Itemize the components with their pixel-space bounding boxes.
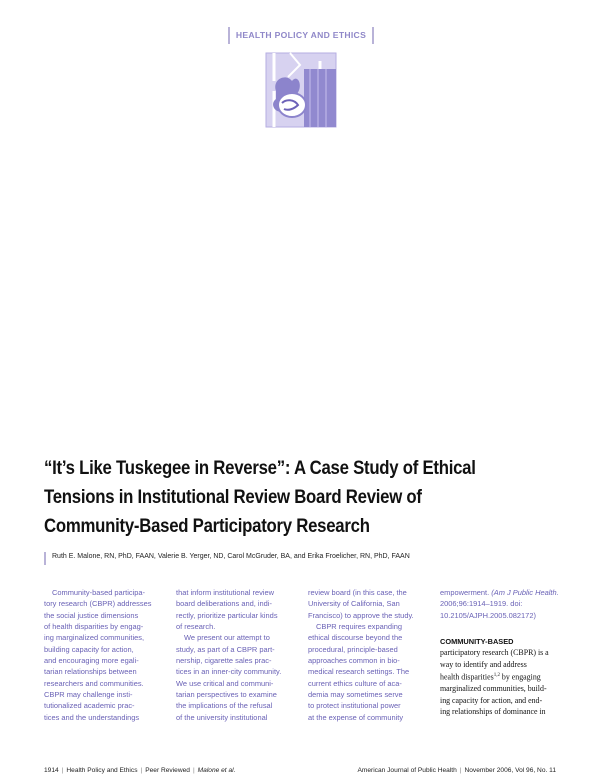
- abstract-line: study, as part of a CBPR part-: [176, 644, 275, 654]
- body-lead-in: COMMUNITY-BASED: [440, 637, 514, 646]
- body-text: health disparities: [440, 672, 494, 682]
- footer-left: 1914 | Health Policy and Ethics | Peer Reviewed | Malone et al.: [44, 767, 236, 774]
- doi-line: 10.2105/AJPH.2005.082172): [440, 610, 536, 620]
- abstract-column-1: [44, 587, 159, 723]
- abstract-column-3: [308, 587, 426, 723]
- abstract-line: board deliberations and, indi-: [176, 599, 272, 609]
- abstract-line: building capacity for action,: [44, 644, 134, 654]
- article-title: [44, 454, 491, 541]
- citation-journal: (Am J Public Health.: [491, 588, 559, 597]
- abstract-line: of health disparities by engag-: [44, 622, 144, 632]
- abstract-line: of the university institutional: [176, 712, 268, 722]
- body-text: by engaging: [501, 672, 541, 682]
- abstract-line: We use critical and communi-: [176, 678, 274, 688]
- abstract-line: tices in an inner-city community.: [176, 667, 282, 677]
- authors-divider: [44, 552, 46, 565]
- abstract-line: approaches common in bio-: [308, 656, 400, 666]
- footer-right: American Journal of Public Health | November 2006, Vol 96, No. 11: [357, 767, 556, 774]
- abstract-line: current ethics culture of aca-: [308, 678, 402, 688]
- abstract-line: tarian relationships between: [44, 667, 137, 677]
- abstract-line: rectly, prioritize particular kinds: [176, 610, 278, 620]
- abstract-line: the social justice dimensions: [44, 610, 139, 620]
- abstract-line: Francisco) to approve the study.: [308, 610, 414, 620]
- footer-journal: American Journal of Public Health: [357, 767, 457, 774]
- reference-superscript: 1,2: [493, 673, 500, 679]
- abstract-line: review board (in this case, the: [308, 588, 407, 597]
- body-line: [440, 670, 558, 683]
- body-line: ing relationships of dominance in: [440, 707, 546, 717]
- footer-section: Health Policy and Ethics: [66, 767, 138, 774]
- abstract-line: tutionalized academic prac-: [44, 701, 135, 711]
- title-line: Tensions in Institutional Review Board Review of: [44, 486, 422, 508]
- abstract-line: CBPR requires expanding: [316, 622, 402, 632]
- section-header: [228, 27, 374, 45]
- body-line: way to identify and address: [440, 659, 527, 669]
- abstract-column-4: [440, 587, 558, 621]
- abstract-line: CBPR may challenge insti-: [44, 690, 133, 700]
- abstract-line: nership, cigarette sales prac-: [176, 656, 272, 666]
- abstract-line: of research.: [176, 622, 216, 632]
- abstract-line: the implications of the refusal: [176, 701, 273, 711]
- abstract-line: demia may sometimes serve: [308, 690, 403, 700]
- footer-author: Malone et al.: [197, 767, 236, 774]
- abstract-line: Community-based participa-: [52, 588, 146, 597]
- abstract-line: University of California, San: [308, 599, 400, 609]
- body-line: participatory research (CBPR) is a: [440, 648, 549, 658]
- author-list: Ruth E. Malone, RN, PhD, FAAN, Valerie B. Yerger, ND, Carol McGruder, BA, and Erika Froelicher, RN, PhD, FAAN: [52, 553, 410, 560]
- abstract-line: at the expense of community: [308, 712, 404, 722]
- abstract-end-word: empowerment.: [440, 588, 490, 597]
- abstract-line: medical research settings. The: [308, 667, 410, 677]
- body-line: ing capacity for action, and end-: [440, 695, 543, 705]
- abstract-line: to protect institutional power: [308, 701, 401, 711]
- abstract-line: tices and the understandings: [44, 712, 140, 722]
- abstract-line: We present our attempt to: [184, 633, 270, 643]
- abstract-line: ing marginalized communities,: [44, 633, 145, 643]
- page-number: 1914: [44, 767, 59, 774]
- abstract-line: and encouraging more egali-: [44, 656, 139, 666]
- section-label: HEALTH POLICY AND ETHICS: [235, 30, 367, 40]
- footer-review: Peer Reviewed: [145, 767, 190, 774]
- footer-issue: November 2006, Vol 96, No. 11: [464, 767, 556, 774]
- section-illustration-icon: [260, 47, 340, 129]
- abstract-line: tory research (CBPR) addresses: [44, 599, 152, 609]
- abstract-column-2: [176, 587, 294, 723]
- body-column: [440, 636, 558, 717]
- abstract-line: tarian perspectives to examine: [176, 690, 277, 700]
- body-line: marginalized communities, build-: [440, 684, 547, 694]
- section-divider-right: [372, 27, 374, 44]
- abstract-line: procedural, principle-based: [308, 644, 398, 654]
- abstract-line: ethical discourse beyond the: [308, 633, 403, 643]
- title-line: “It’s Like Tuskegee in Reverse”: A Case Study of Ethical: [44, 457, 476, 479]
- abstract-line: that inform institutional review: [176, 588, 274, 597]
- abstract-line: researchers and communities.: [44, 678, 144, 688]
- title-line: Community-Based Participatory Research: [44, 515, 370, 537]
- citation-line: 2006;96:1914–1919. doi:: [440, 599, 523, 609]
- abstract-line: [440, 587, 558, 598]
